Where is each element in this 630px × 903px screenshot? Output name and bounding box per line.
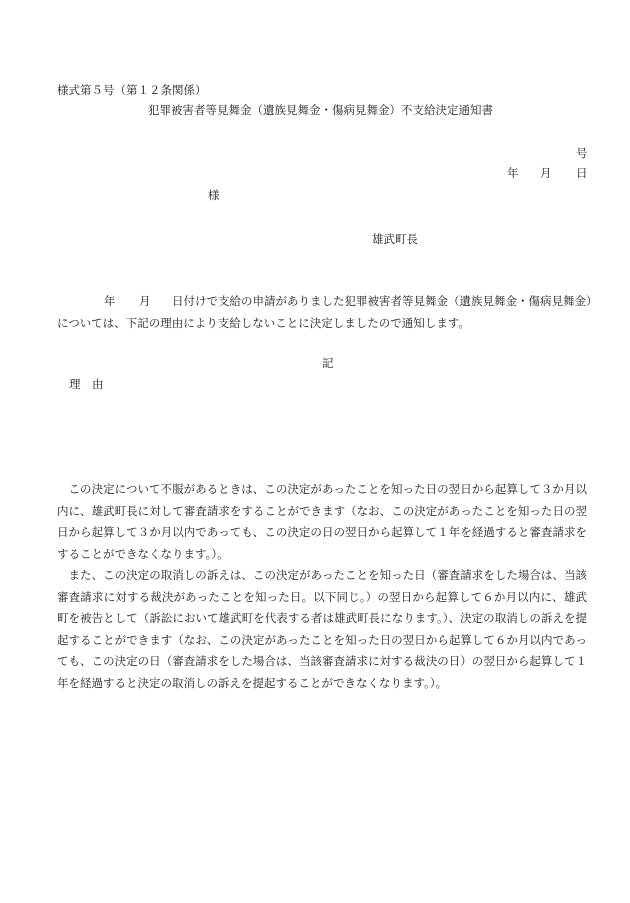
reason-label: 理 由	[69, 377, 104, 391]
date-month: 月	[540, 166, 552, 180]
form-number: 様式第５号（第１２条関係）	[57, 83, 207, 97]
body-line-2: については、下記の理由により支給しないことに決定しましたので通知します。	[57, 316, 470, 330]
document-number-suffix: 号	[576, 146, 588, 160]
date-year: 年	[507, 166, 519, 180]
notice-paragraph-1: この決定について不服があるときは、この決定があったことを知った日の翌日から起算して３か月以内に、雄武町長に対して審査請求をすることができます（なお、この決定があったことを知った日の翌日から起算して３か月以内であっても、この決定の日の翌日から起算して１年を経過すると審査請求をすることができなくなります。）。	[57, 482, 587, 561]
date-day: 日	[576, 166, 588, 180]
ki-heading: 記	[322, 356, 334, 370]
appeal-notice	[57, 479, 587, 694]
issuer-name: 雄武町長	[372, 232, 418, 246]
document-title: 犯罪被害者等見舞金（遺族見舞金・傷病見舞金）不支給決定通知書	[148, 103, 493, 117]
body-year: 年	[104, 294, 116, 308]
body-line-1: 日付けで支給の申請がありました犯罪被害者等見舞金（遺族見舞金・傷病見舞金）	[172, 294, 598, 308]
addressee-suffix: 様	[208, 188, 220, 202]
body-month: 月	[139, 294, 151, 308]
notice-paragraph-2: また、この決定の取消しの訴えは、この決定があったことを知った日（審査請求をした場合は、当該審査請求に対する裁決があったことを知った日。以下同じ。）の翌日から起算して６か月以内に、雄武町を被告として（訴訟において雄武町を代表する者は雄武町長になります。）、決定の取消しの訴えを提起することができます（なお、この決定があったことを知った日の翌日から起算して６か月以内であっても、この決定の日（審査請求をした場合は、当該審査請求に対する裁決の日）の翌日から起算して１年を経過すると決定の取消しの訴えを提起することができなくなります。）。	[57, 568, 587, 690]
